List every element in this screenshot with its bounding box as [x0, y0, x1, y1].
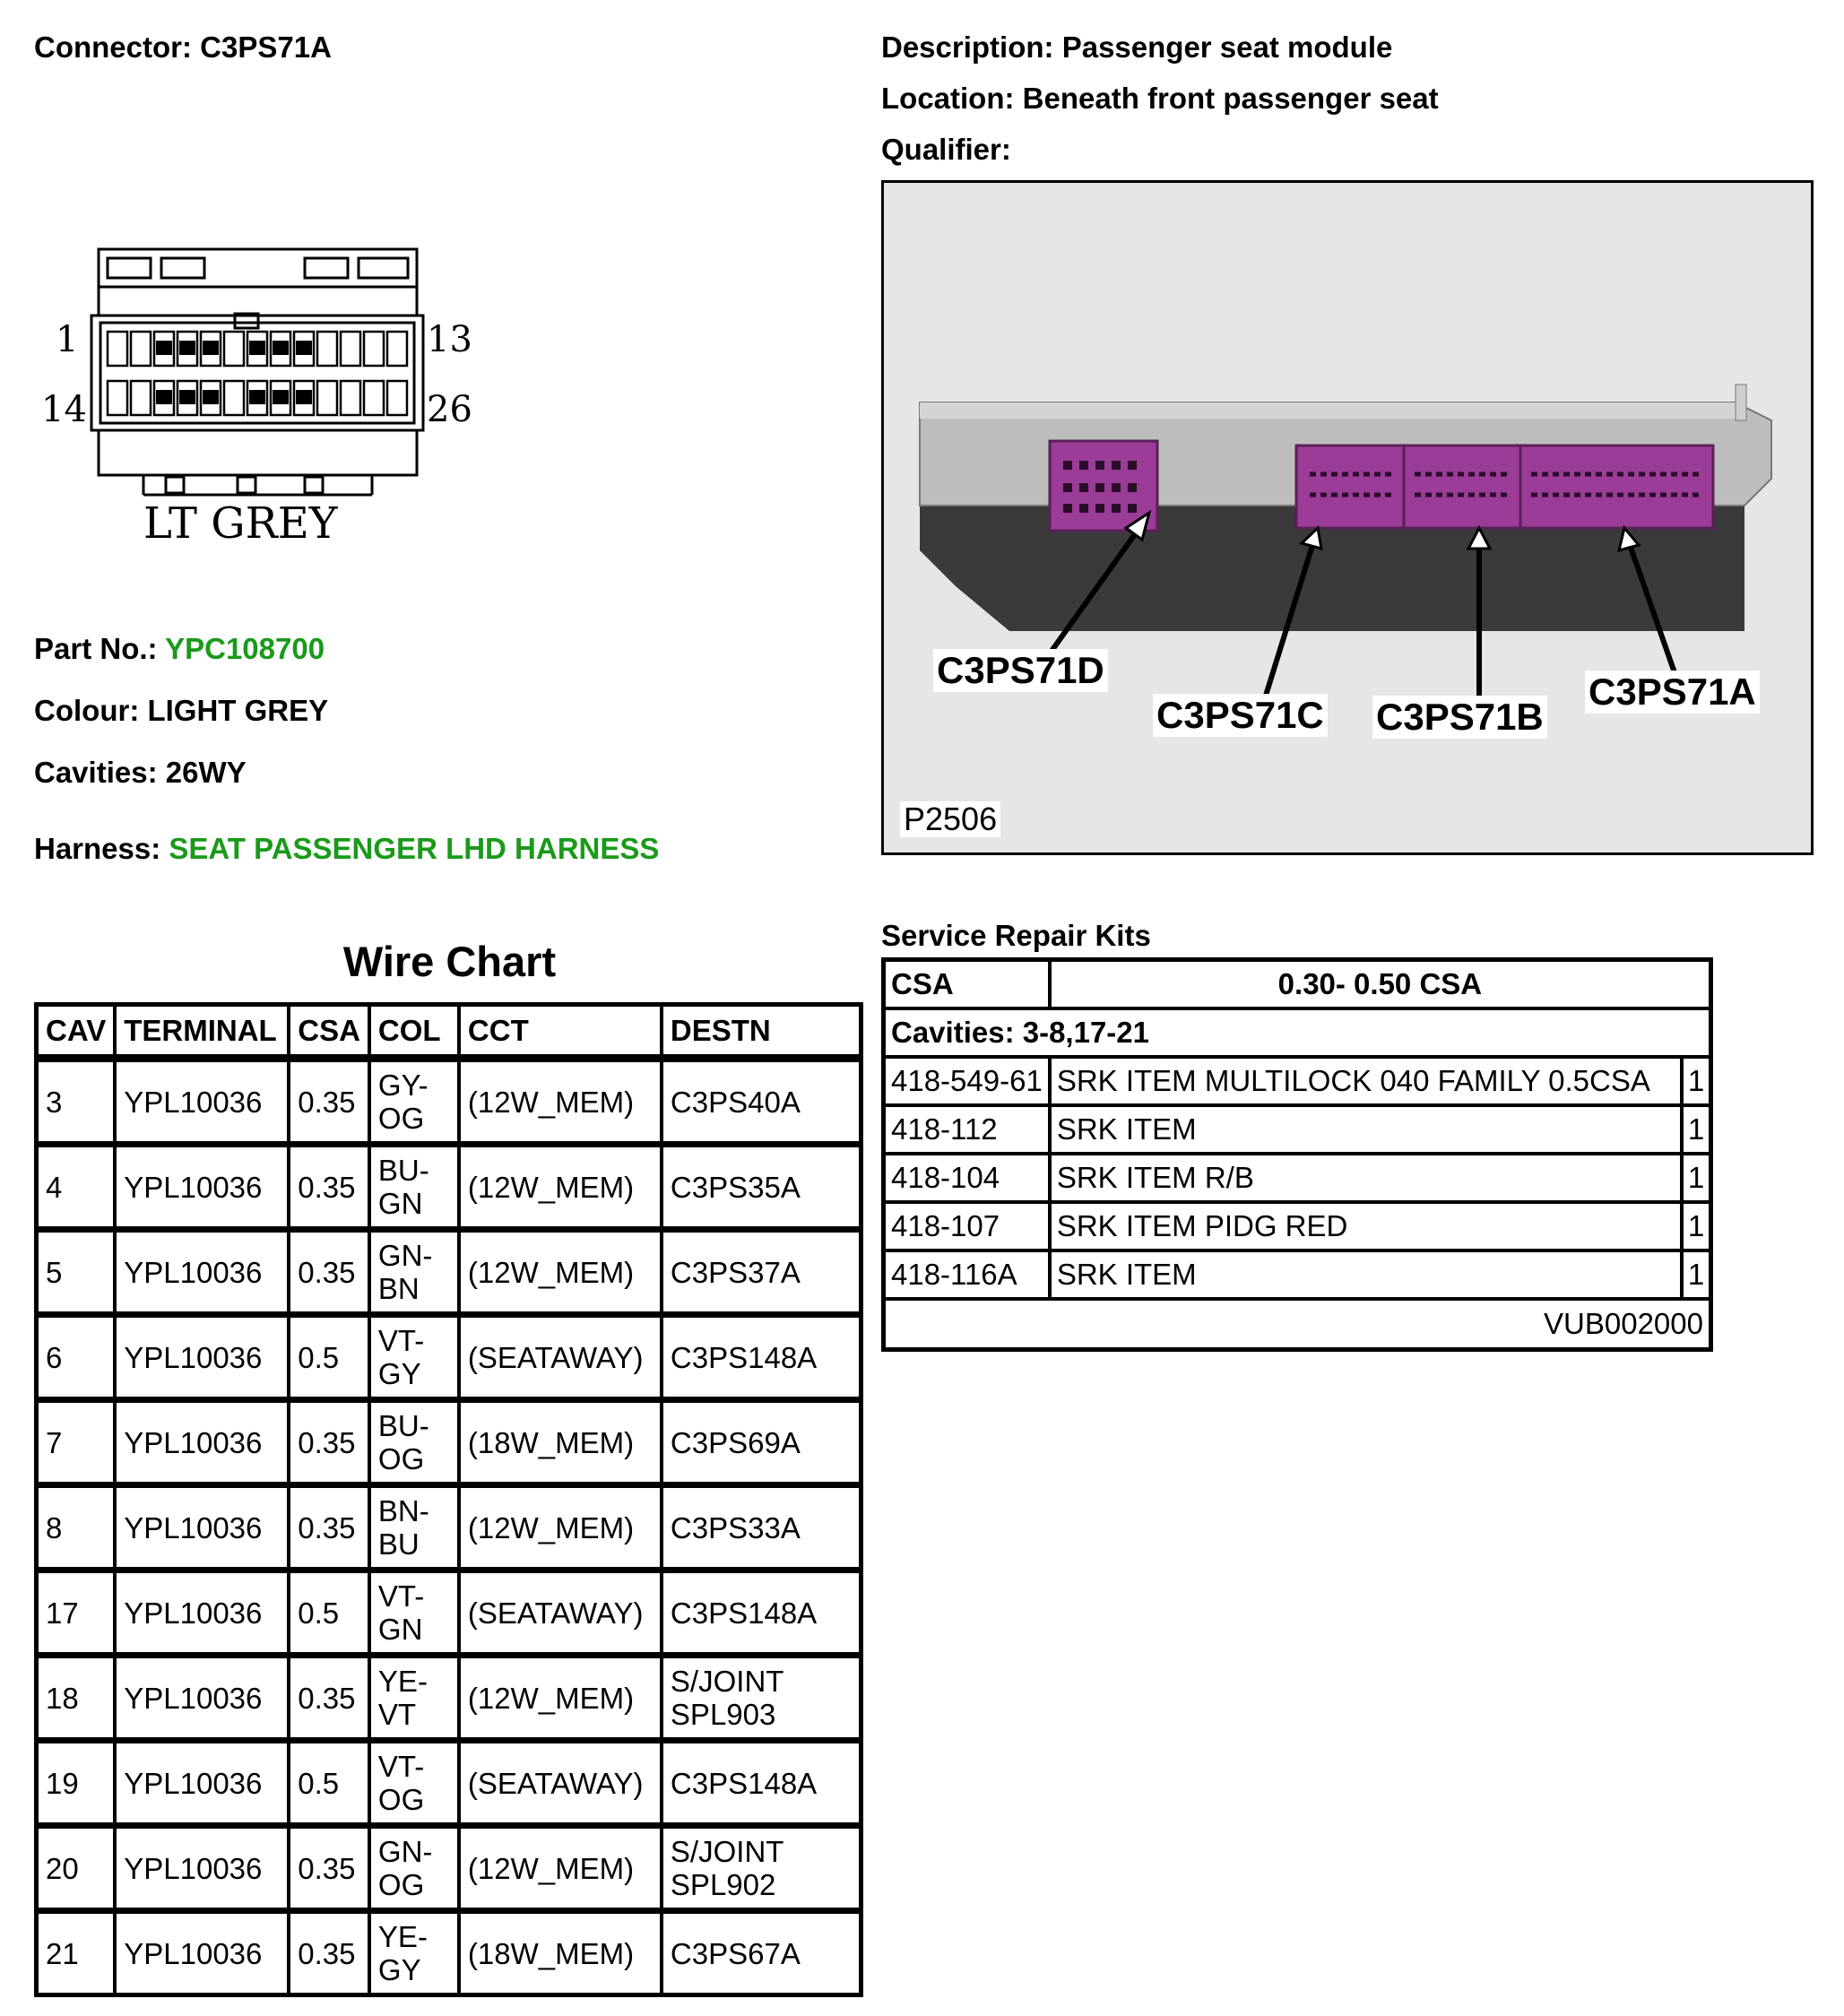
kits-footer-code: VUB002000: [1544, 1307, 1703, 1340]
cell-cct: (SEATAWAY): [461, 1570, 663, 1656]
cell-col: [371, 1570, 461, 1656]
cell-cav: 19: [39, 1741, 117, 1826]
location-label: Location:: [881, 82, 1015, 115]
cell-cct: (SEATAWAY): [461, 1315, 663, 1400]
cell-cct: (12W_MEM): [461, 1485, 663, 1570]
photo-label-c3ps71c: C3PS71C: [1153, 694, 1328, 737]
cell-col: [371, 1145, 461, 1230]
wire-chart-header-row: [39, 1007, 859, 1060]
cell-col: [371, 1230, 461, 1315]
col-cct: CCT: [461, 1007, 663, 1060]
photo-label-c3ps71b: C3PS71B: [1372, 696, 1547, 739]
cell-csa: 0.35: [290, 1826, 371, 1911]
cell-destn-line1: C3PS40A: [670, 1085, 801, 1119]
cell-destn-line1: C3PS148A: [670, 1340, 818, 1374]
cell-destn: [663, 1315, 859, 1400]
cell-destn: [663, 1060, 859, 1145]
table-row: [39, 1060, 859, 1145]
location-value: Beneath front passenger seat: [1022, 82, 1439, 115]
cell-col: [371, 1826, 461, 1911]
harness-label: Harness:: [34, 832, 161, 865]
cell-cav: 7: [39, 1400, 117, 1485]
kit-qty: 1: [1680, 1252, 1709, 1301]
cell-col-line2: OG: [377, 1442, 425, 1475]
cell-destn-line1: C3PS69A: [670, 1425, 801, 1459]
qualifier: [881, 133, 1011, 167]
list-item: [886, 1107, 1709, 1155]
qualifier-label: Qualifier:: [881, 133, 1011, 166]
list-item: [886, 1204, 1709, 1252]
cell-cct: (12W_MEM): [461, 1145, 663, 1230]
cell-destn-line1: S/JOINT: [670, 1835, 784, 1868]
cavities-label: Cavities:: [34, 756, 158, 789]
kits-csa-label: CSA: [886, 962, 1052, 1010]
kits-csa-value: 0.30- 0.50 CSA: [1052, 962, 1709, 1010]
kit-desc: SRK ITEM: [1052, 1107, 1680, 1155]
cell-cct: (12W_MEM): [461, 1826, 663, 1911]
cell-col-line1: GY-: [377, 1069, 429, 1102]
cell-col: [371, 1741, 461, 1826]
cell-terminal: YPL10036: [117, 1400, 290, 1485]
cell-cav: 17: [39, 1570, 117, 1656]
cell-col-line2: OG: [377, 1868, 425, 1901]
cell-csa: 0.35: [290, 1656, 371, 1741]
cell-col-line2: GY: [377, 1357, 421, 1390]
cell-terminal: YPL10036: [117, 1060, 290, 1145]
cell-terminal: YPL10036: [117, 1485, 290, 1570]
cell-destn-line1: C3PS37A: [670, 1255, 801, 1289]
col-col: COL: [371, 1007, 461, 1060]
cell-cct: (SEATAWAY): [461, 1741, 663, 1826]
cell-col-line2: GY: [377, 1953, 421, 1986]
cavities: [34, 756, 247, 790]
cell-cct: (18W_MEM): [461, 1400, 663, 1485]
kit-code: 418-112: [886, 1107, 1052, 1155]
kit-code: 418-104: [886, 1155, 1052, 1204]
cell-cav: 21: [39, 1911, 117, 1993]
service-kits-title: Service Repair Kits: [881, 919, 1151, 952]
description-value: Passenger seat module: [1061, 30, 1393, 64]
cell-col: [371, 1060, 461, 1145]
col-terminal: TERMINAL: [117, 1007, 290, 1060]
cell-csa: 0.5: [290, 1741, 371, 1826]
cell-destn-line1: C3PS148A: [670, 1596, 818, 1630]
wire-chart-table: [34, 1002, 863, 1997]
table-row: [39, 1656, 859, 1741]
pin-label-26: 26: [427, 389, 472, 430]
table-row: [39, 1145, 859, 1230]
cell-cav: 4: [39, 1145, 117, 1230]
cell-col: [371, 1911, 461, 1993]
description-label: Description:: [881, 30, 1054, 64]
cell-terminal: YPL10036: [117, 1741, 290, 1826]
cell-destn: [663, 1485, 859, 1570]
cell-cav: 18: [39, 1656, 117, 1741]
kit-code: 418-549-61: [886, 1059, 1052, 1107]
kit-desc: SRK ITEM: [1052, 1252, 1680, 1301]
cell-cav: 6: [39, 1315, 117, 1400]
cell-destn: [663, 1145, 859, 1230]
list-item: [886, 1252, 1709, 1301]
cell-csa: 0.5: [290, 1570, 371, 1656]
list-item: [886, 1155, 1709, 1204]
description: [881, 30, 1392, 65]
kit-desc: SRK ITEM R/B: [1052, 1155, 1680, 1204]
colour: [34, 694, 328, 728]
col-cav: CAV: [39, 1007, 117, 1060]
cell-csa: 0.35: [290, 1400, 371, 1485]
cell-cav: 20: [39, 1826, 117, 1911]
cell-terminal: YPL10036: [117, 1315, 290, 1400]
cell-destn: [663, 1826, 859, 1911]
colour-value: LIGHT GREY: [147, 694, 329, 727]
table-row: [39, 1741, 859, 1826]
photo-ref: P2506: [900, 801, 1000, 837]
table-row: [39, 1570, 859, 1656]
cell-col-line1: VT-: [377, 1324, 425, 1357]
cell-csa: 0.35: [290, 1060, 371, 1145]
kits-csa-row: [886, 962, 1709, 1010]
cell-cct: (12W_MEM): [461, 1230, 663, 1315]
cell-destn: [663, 1911, 859, 1993]
list-item: [886, 1059, 1709, 1107]
connector-value: C3PS71A: [200, 30, 332, 64]
cell-destn-line1: C3PS67A: [670, 1936, 801, 1970]
cell-col-line2: GN: [377, 1613, 423, 1646]
cell-destn: [663, 1741, 859, 1826]
cell-cct: (18W_MEM): [461, 1911, 663, 1993]
cell-destn: [663, 1570, 859, 1656]
cell-terminal: YPL10036: [117, 1826, 290, 1911]
cell-destn-line1: S/JOINT: [670, 1665, 784, 1698]
connector-label: Connector:: [34, 30, 192, 64]
cell-col-line1: VT-: [377, 1579, 425, 1613]
location: [881, 82, 1439, 116]
table-row: [39, 1400, 859, 1485]
cell-col-line1: BU-: [377, 1154, 429, 1187]
cell-terminal: YPL10036: [117, 1230, 290, 1315]
table-row: [39, 1826, 859, 1911]
part-number-label: Part No.:: [34, 632, 158, 665]
kit-qty: 1: [1680, 1204, 1709, 1252]
cell-cav: 5: [39, 1230, 117, 1315]
table-row: [39, 1485, 859, 1570]
cell-col: [371, 1400, 461, 1485]
harness: [34, 832, 659, 866]
cell-col-line2: VT: [377, 1698, 417, 1731]
module-illustration: [884, 183, 1811, 852]
cell-csa: 0.5: [290, 1315, 371, 1400]
cell-col-line2: BN: [377, 1272, 420, 1305]
cell-col-line1: BU-: [377, 1409, 429, 1442]
cell-col-line2: GN: [377, 1187, 423, 1220]
cell-terminal: YPL10036: [117, 1145, 290, 1230]
part-number-link[interactable]: YPC108700: [165, 632, 325, 665]
cell-col-line1: GN-: [377, 1835, 433, 1868]
cell-destn: [663, 1400, 859, 1485]
cell-cct: (12W_MEM): [461, 1656, 663, 1741]
table-row: [39, 1315, 859, 1400]
cell-col-line2: BU: [377, 1527, 420, 1561]
cell-destn-line1: C3PS148A: [670, 1766, 818, 1800]
harness-link[interactable]: SEAT PASSENGER LHD HARNESS: [169, 832, 660, 865]
table-row: [39, 1230, 859, 1315]
cell-csa: 0.35: [290, 1485, 371, 1570]
cell-destn-line2: SPL903: [670, 1698, 776, 1731]
cell-col: [371, 1656, 461, 1741]
cell-col-line1: VT-: [377, 1750, 425, 1783]
cell-destn-line2: SPL902: [670, 1868, 776, 1901]
cell-col: [371, 1485, 461, 1570]
cell-cav: 3: [39, 1060, 117, 1145]
table-row: [39, 1911, 859, 1993]
module-photo: [881, 180, 1814, 855]
cell-destn-line1: C3PS35A: [670, 1170, 801, 1204]
service-kits-table: [881, 957, 1713, 1352]
wire-chart-title: Wire Chart: [342, 938, 557, 985]
kits-cavities: Cavities: 3-8,17-21: [886, 1010, 1709, 1059]
colour-label: Colour:: [34, 694, 140, 727]
kit-qty: 1: [1680, 1059, 1709, 1107]
photo-label-c3ps71d: C3PS71D: [933, 649, 1108, 692]
cell-col: [371, 1315, 461, 1400]
kit-code: 418-107: [886, 1204, 1052, 1252]
cell-csa: 0.35: [290, 1230, 371, 1315]
part-number: [34, 632, 325, 666]
photo-label-c3ps71a: C3PS71A: [1585, 671, 1760, 714]
cell-col-line1: YE-: [377, 1665, 428, 1698]
cavities-value: 26WY: [165, 756, 247, 789]
kit-code: 418-116A: [886, 1252, 1052, 1301]
pin-label-14: 14: [41, 389, 87, 430]
cell-terminal: YPL10036: [117, 1656, 290, 1741]
cell-col-line1: YE-: [377, 1920, 428, 1953]
cell-col-line1: BN-: [377, 1494, 429, 1527]
connector-face-diagram: [36, 242, 502, 556]
kit-desc: SRK ITEM MULTILOCK 040 FAMILY 0.5CSA: [1052, 1059, 1680, 1107]
cell-destn: [663, 1230, 859, 1315]
cell-csa: 0.35: [290, 1145, 371, 1230]
cell-cav: 8: [39, 1485, 117, 1570]
kit-desc: SRK ITEM PIDG RED: [1052, 1204, 1680, 1252]
kits-cavities-row: [886, 1010, 1709, 1059]
kit-qty: 1: [1680, 1107, 1709, 1155]
cell-terminal: YPL10036: [117, 1911, 290, 1993]
kit-qty: 1: [1680, 1155, 1709, 1204]
pin-label-13: 13: [427, 319, 472, 360]
col-destn: DESTN: [663, 1007, 859, 1060]
col-csa: CSA: [290, 1007, 371, 1060]
cell-destn: [663, 1656, 859, 1741]
connector-colour-text: LT GREY: [143, 498, 338, 549]
cell-col-line2: OG: [377, 1783, 425, 1816]
cell-col-line1: GN-: [377, 1239, 433, 1272]
cell-terminal: YPL10036: [117, 1570, 290, 1656]
pin-label-1: 1: [56, 319, 79, 360]
cell-destn-line1: C3PS33A: [670, 1510, 801, 1544]
cell-cct: (12W_MEM): [461, 1060, 663, 1145]
cell-csa: 0.35: [290, 1911, 371, 1993]
cell-col-line2: OG: [377, 1102, 425, 1135]
kits-footer-row: [886, 1301, 1709, 1347]
connector-id: [34, 30, 332, 65]
